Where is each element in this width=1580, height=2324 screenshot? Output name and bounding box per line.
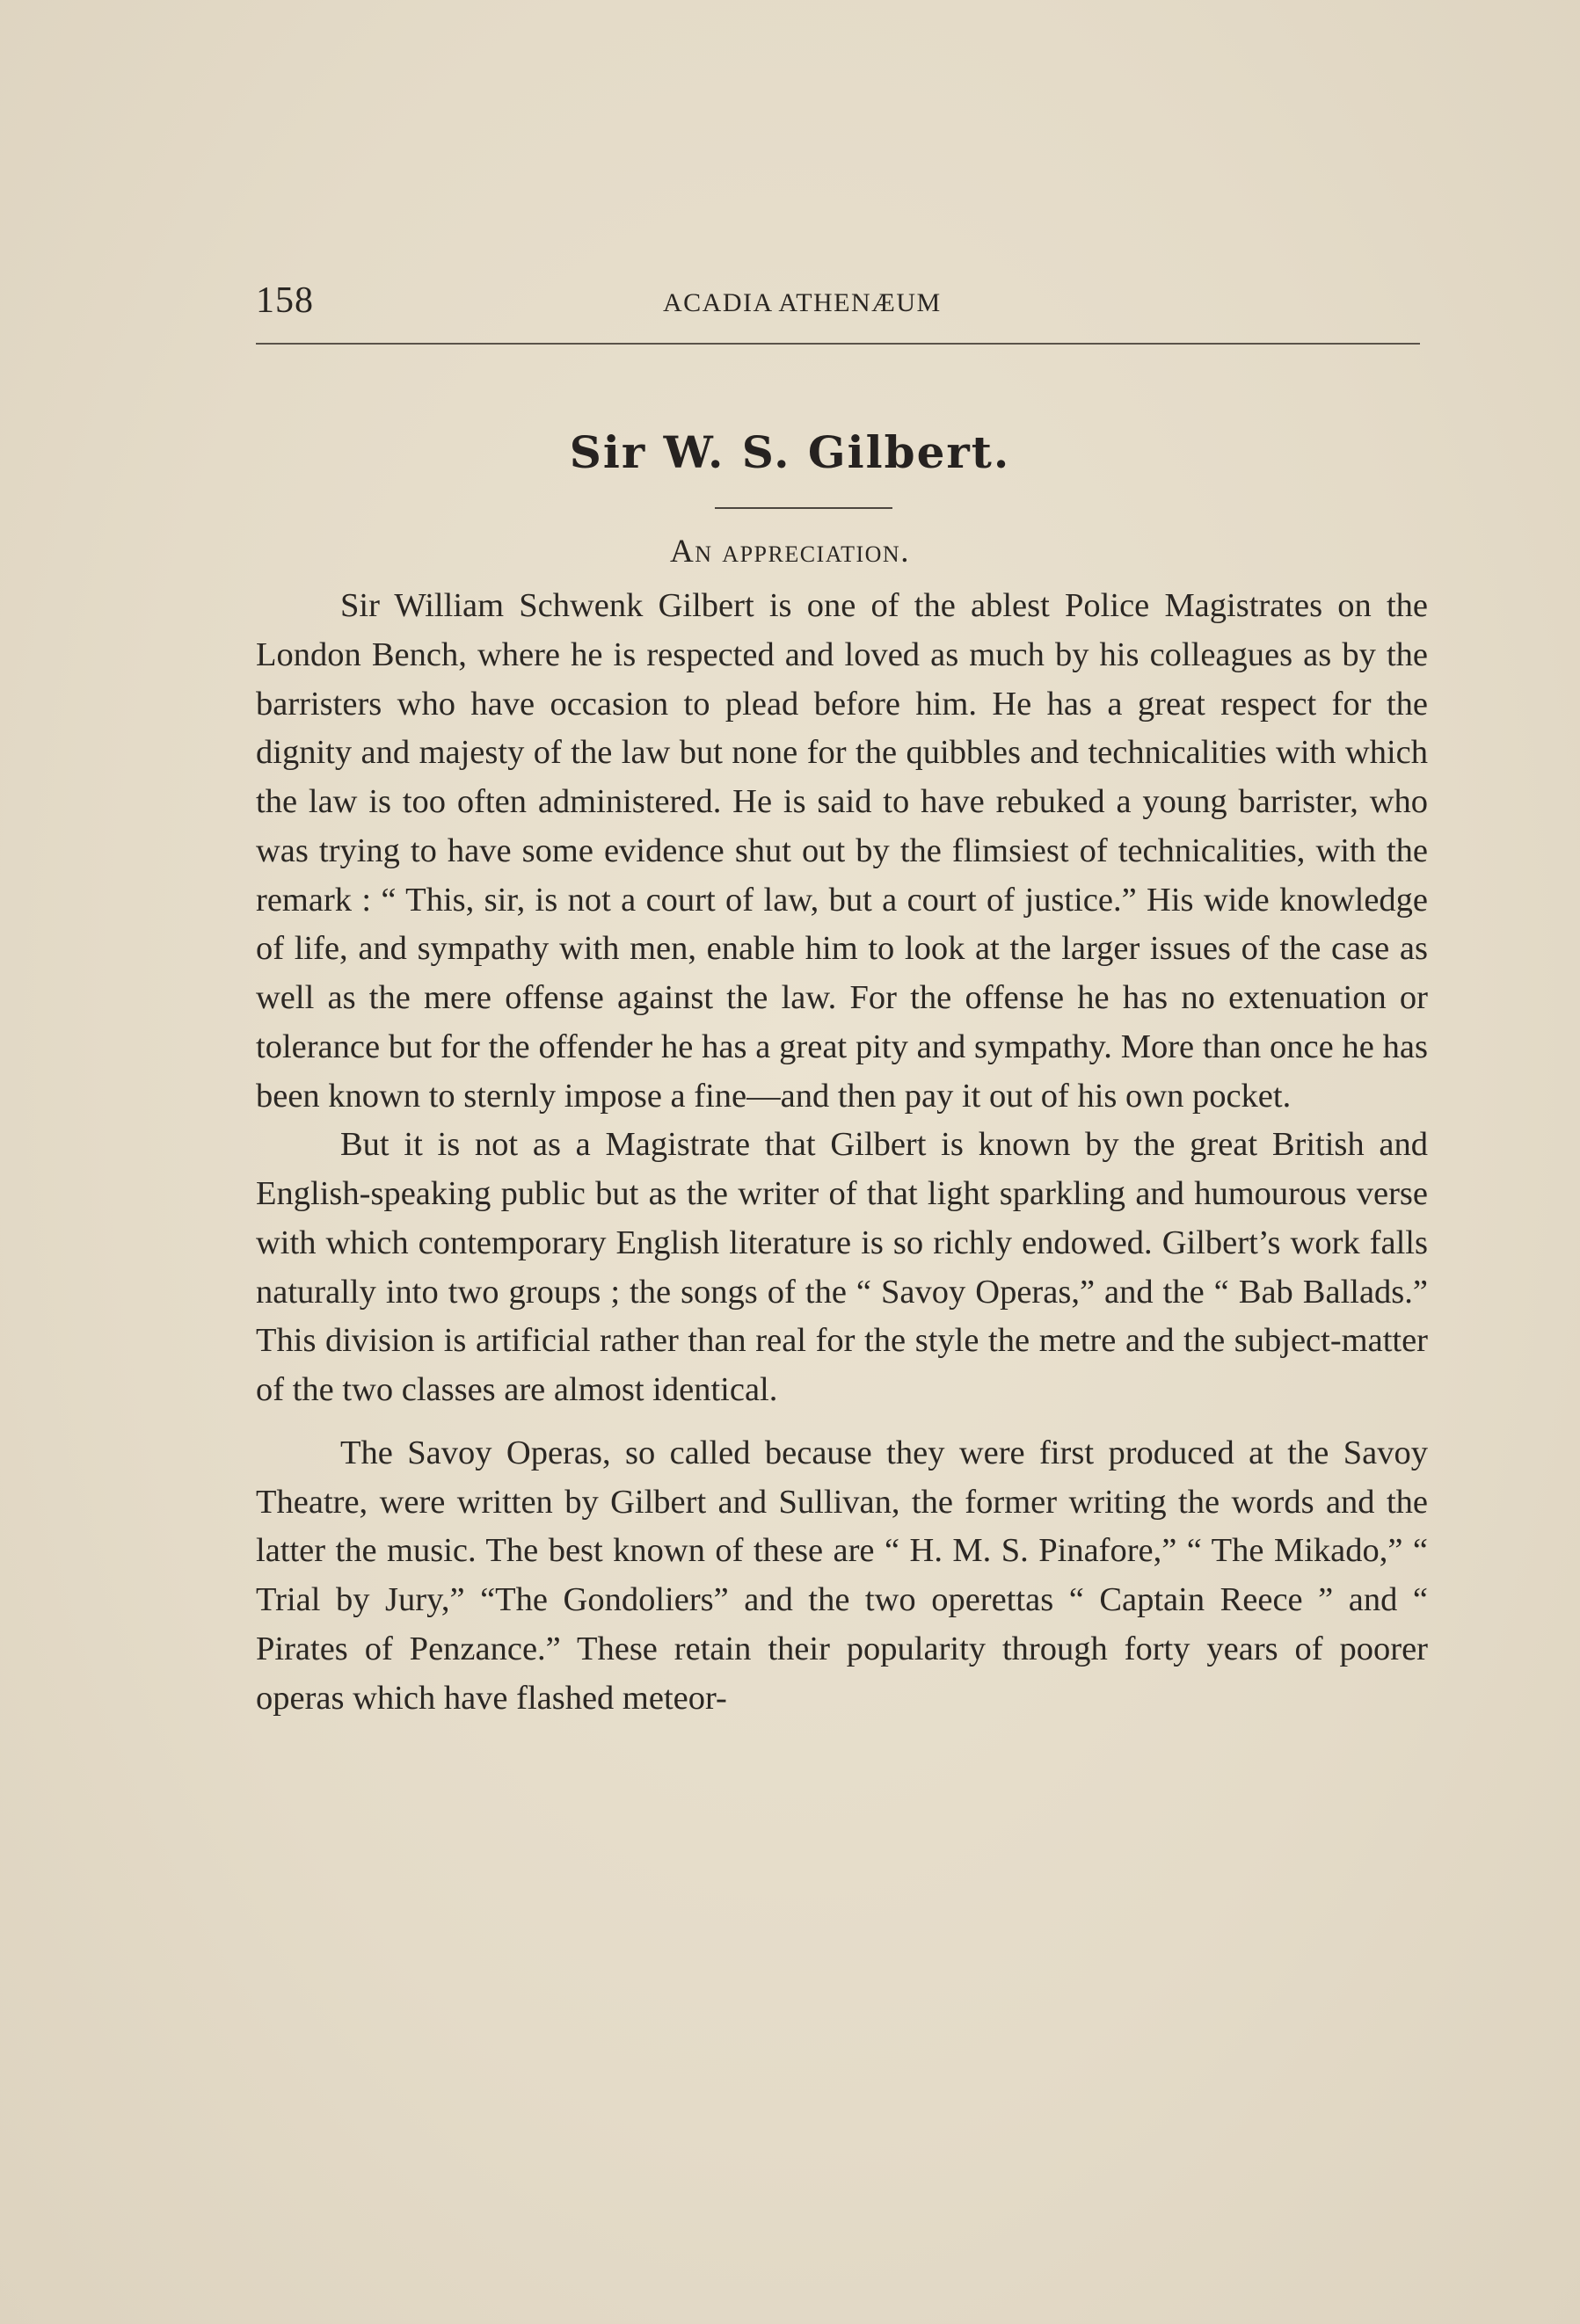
article-subtitle: An appreciation. — [670, 534, 910, 570]
paragraph: The Savoy Operas, so called because they were first produced at the Savoy Theatre, were written by Gilbert and Sullivan, the former writing the words and the latter the music. The best known of these are “ H. M. S. Pinafore,” “ The Mikado,” “ Trial by Jury,” “The Gondoliers” and the two operettas “ Captain Reece ” and “ Pirates of Penzance.” These retain their popularity through forty years of poorer operas which have flashed meteor- — [256, 1434, 1428, 1717]
article-body — [256, 582, 1428, 1723]
page-number: 158 — [256, 280, 314, 321]
header-rule — [256, 343, 1420, 345]
paragraph: Sir William Schwenk Gilbert is one of the ablest Police Magistrates on the London Bench, where he is respected and loved as much by his colleagues as by the barristers who have occasion to plead before him. He has a great respect for the dignity and majesty of the law but none for the quibbles and technicalities with which the law is too often administered. He is said to have rebuked a young barrister, who was trying to have some evidence shut out by the flimsiest of technicalities, with the remark : “ This, sir, is not a court of law, but a court of justice.” His wide knowledge of life, and sympathy with men, enable him to look at the larger issues of the case as well as the mere offense against the law. For the offense he has no extenuation or tolerance but for the offender he has a great pity and sympathy. More than once he has been known to sternly impose a fine—and then pay it out of his own pocket. — [256, 587, 1428, 1115]
paragraph: But it is not as a Magistrate that Gilbert is known by the great British and English-speaking public but as the writer of that light sparkling and humourous verse with which contemporary English literature is so richly endowed. Gilbert’s work falls naturally into two groups ; the songs of the “ Savoy Operas,” and the “ Bab Ballads.” This division is artificial rather than real for the style the metre and the subject-matter of the two classes are almost identical. — [256, 1126, 1428, 1408]
title-rule — [715, 507, 892, 509]
page-header — [256, 280, 1420, 332]
running-title: ACADIA ATHENÆUM — [663, 288, 942, 317]
article-title: Sir W. S. Gilbert. — [569, 426, 1011, 478]
